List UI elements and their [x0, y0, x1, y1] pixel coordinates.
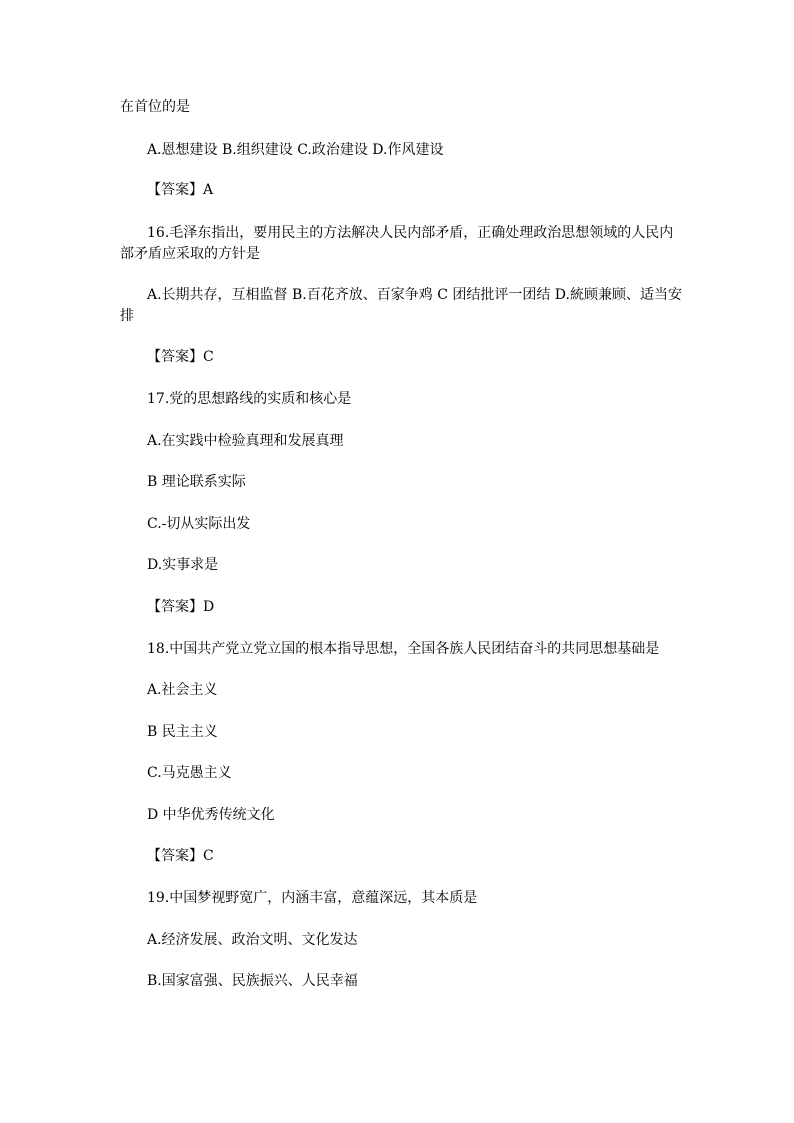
question-18-option-b: B 民主主义: [147, 724, 218, 740]
question-16-options-line-2: 排: [120, 308, 134, 324]
question-15-answer: 【答案】A: [147, 182, 214, 198]
question-17-option-a: A.在实践中检验真理和发展真理: [147, 433, 344, 449]
question-16-stem-line-2: 部矛盾应采取的方针是: [120, 246, 260, 262]
question-18-option-d: D 中华优秀传统文化: [147, 807, 275, 823]
question-17-answer: 【答案】D: [147, 599, 215, 615]
question-17-option-d: D.实事求是: [147, 557, 219, 573]
question-19-option-a: A.经济发展、政治文明、文化发达: [147, 932, 358, 948]
question-15-stem-continuation: 在首位的是: [120, 99, 190, 115]
question-17-stem: 17.党的思想路线的实质和核心是: [147, 391, 352, 407]
question-15-options: A.恩想建设 B.组织建设 C.政治建设 D.作风建设: [147, 142, 444, 158]
question-18-stem: 18.中国共产党立党立国的根本指导思想，全国各族人民团结奋斗的共同思想基础是: [147, 641, 660, 657]
question-16-options-line-1: A.长期共存，互相监督 B.百花齐放、百家争鸡 C 团结批评一团结 D.統顾兼顾、适当安: [147, 287, 682, 303]
question-18-answer: 【答案】C: [147, 848, 214, 864]
question-19-option-b: B.国家富强、民族振兴、人民幸福: [147, 973, 358, 989]
question-16-answer: 【答案】C: [147, 349, 214, 365]
question-17-option-b: B 理论联系实际: [147, 474, 246, 490]
question-17-option-c: C.-切从实际出发: [147, 516, 251, 532]
question-16-stem-line-1: 16.毛泽东指出，要用民主的方法解决人民内部矛盾，正确处理政治思想领域的人民内: [147, 225, 674, 241]
question-18-option-c: C.马克愚主义: [147, 765, 232, 781]
question-19-stem: 19.中国梦视野宽广，内涵丰富，意蕴深远，其本质是: [147, 890, 478, 906]
question-18-option-a: A.社会主义: [147, 682, 218, 698]
